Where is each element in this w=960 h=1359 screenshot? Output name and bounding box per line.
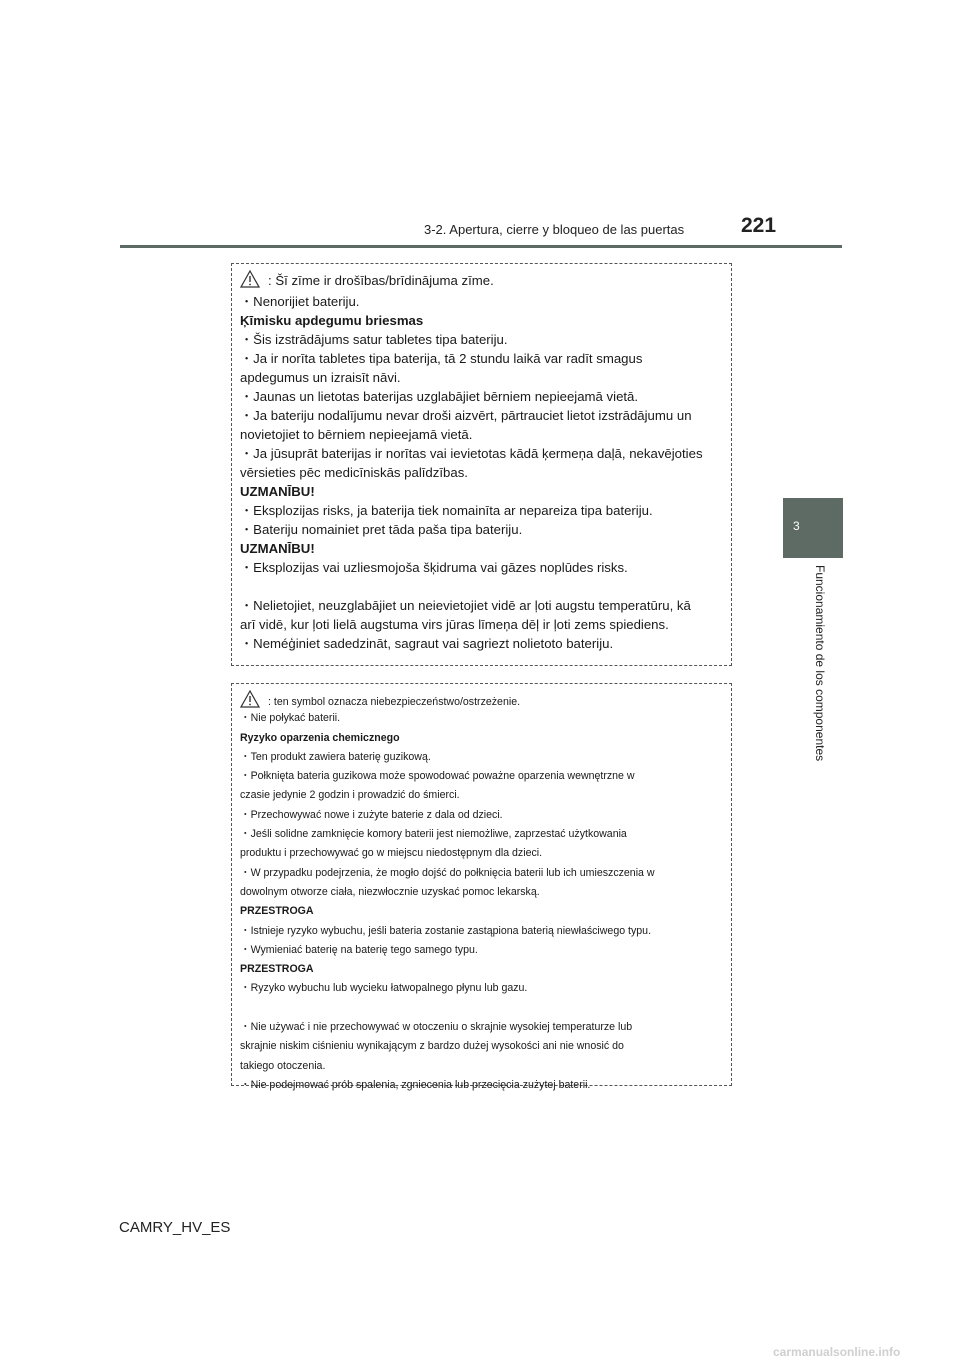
notice-line: ・Połknięta bateria guzikowa może spowodować poważne oparzenia wewnętrzne w	[240, 770, 635, 783]
notice-line: ・Nelietojiet, neuzglabājiet un neievietojiet vidē ar ļoti augstu temperatūru, kā	[240, 598, 691, 613]
notice-line: ・Eksplozijas vai uzliesmojoša šķidruma vai gāzes noplūdes risks.	[240, 560, 628, 575]
watermark: carmanualsonline.info	[773, 1345, 901, 1359]
section-title: 3-2. Apertura, cierre y bloqueo de las puertas	[424, 222, 685, 237]
notice-line: ・Ja jūsuprāt baterijas ir norītas vai ievietotas kādā ķermeņa daļā, nekavējoties	[240, 446, 703, 461]
notice-line: ・Nenorijiet bateriju.	[240, 294, 360, 309]
page-number: 221	[741, 214, 777, 237]
notice-line: ・Wymieniać baterię na baterię tego samego typu.	[240, 943, 478, 956]
notice-blank-line	[240, 577, 703, 596]
chapter-tab	[783, 498, 843, 558]
notice-heading: Ķīmisku apdegumu briesmas	[240, 313, 424, 328]
notice-line: skrajnie niskim ciśnieniu wynikającym z bardzo dużej wysokości ani nie wnosić do	[240, 1040, 624, 1053]
notice-heading: Ryzyko oparzenia chemicznego	[240, 731, 400, 744]
notice-line: ・Šis izstrādājums satur tabletes tipa bateriju.	[240, 332, 508, 347]
notice-heading: UZMANĪBU!	[240, 541, 315, 556]
notice-heading: PRZESTROGA	[240, 905, 314, 918]
notice-box-polish	[231, 683, 732, 1091]
notice-line: ・Nie używać i nie przechowywać w otoczeniu o skrajnie wysokiej temperaturze lub	[240, 1021, 633, 1034]
chapter-number: 3	[793, 519, 800, 533]
notice-box-latvian	[231, 263, 732, 666]
notice-line: dowolnym otworze ciała, niezwłocznie uzyskać pomoc lekarską.	[240, 885, 540, 898]
notice-line: ・Eksplozijas risks, ja baterija tiek nomainīta ar nepareiza tipa bateriju.	[240, 503, 653, 518]
chapter-label: Funcionamiento de los componentes	[813, 565, 827, 762]
notice-line: : Šī zīme ir drošības/brīdinājuma zīme.	[240, 270, 703, 292]
notice-line: ・Ten produkt zawiera baterię guzikową.	[240, 750, 431, 763]
notice-line: ・Ryzyko wybuchu lub wycieku łatwopalnego płynu lub gazu.	[240, 982, 528, 995]
notice-line: ・Bateriju nomainiet pret tāda paša tipa bateriju.	[240, 522, 523, 537]
notice-line: arī vidē, kur ļoti lielā augstuma virs jūras līmeņa dēļ ir ļoti zems spiediens.	[240, 617, 669, 632]
notice-line: ・Przechowywać nowe i zużyte baterie z dala od dzieci.	[240, 808, 503, 821]
notice-line: produktu i przechowywać go w miejscu niedostępnym dla dzieci.	[240, 847, 543, 860]
notice-line: : ten symbol oznacza niebezpieczeństwo/ostrzeżenie.	[240, 690, 655, 709]
notice-line: ・Jeśli solidne zamknięcie komory baterii jest niemożliwe, zaprzestać użytkowania	[240, 828, 627, 841]
notice-line: ・Istnieje ryzyko wybuchu, jeśli bateria zostanie zastąpiona baterią niewłaściwego typu.	[240, 924, 652, 937]
notice-line: ・Nie podejmować prób spalenia, zgniecenia lub przecięcia zużytej baterii.	[240, 1078, 591, 1091]
notice-heading: PRZESTROGA	[240, 963, 314, 976]
notice-line: ・Ja ir norīta tabletes tipa baterija, tā 2 stundu laikā var radīt smagus	[240, 351, 643, 366]
notice-line: czasie jedynie 2 godzin i prowadzić do śmierci.	[240, 789, 460, 802]
notice-line: ・W przypadku podejrzenia, że mogło dojść do połknięcia baterii lub ich umieszczenia w	[240, 866, 655, 879]
notice-line: ・Nie połykać baterii.	[240, 712, 341, 725]
notice-blank-line	[240, 999, 655, 1018]
notice-line: takiego otoczenia.	[240, 1059, 326, 1072]
notice-line: ・Neméģiniet sadedzināt, sagraut vai sagriezt nolietoto bateriju.	[240, 636, 614, 651]
notice-line: ・Jaunas un lietotas baterijas uzglabājiet bērniem nepieejamā vietā.	[240, 389, 639, 404]
notice-heading: UZMANĪBU!	[240, 484, 315, 499]
header-rule	[120, 245, 842, 248]
notice-line: novietojiet to bērniem nepieejamā vietā.	[240, 427, 473, 442]
notice-line: ・Ja bateriju nodalījumu nevar droši aizvērt, pārtrauciet lietot izstrādājumu un	[240, 408, 692, 423]
notice-line: apdegumus un izraisīt nāvi.	[240, 370, 401, 385]
manual-code: CAMRY_HV_ES	[119, 1219, 231, 1236]
notice-line: vērsieties pēc medicīniskās palīdzības.	[240, 465, 468, 480]
